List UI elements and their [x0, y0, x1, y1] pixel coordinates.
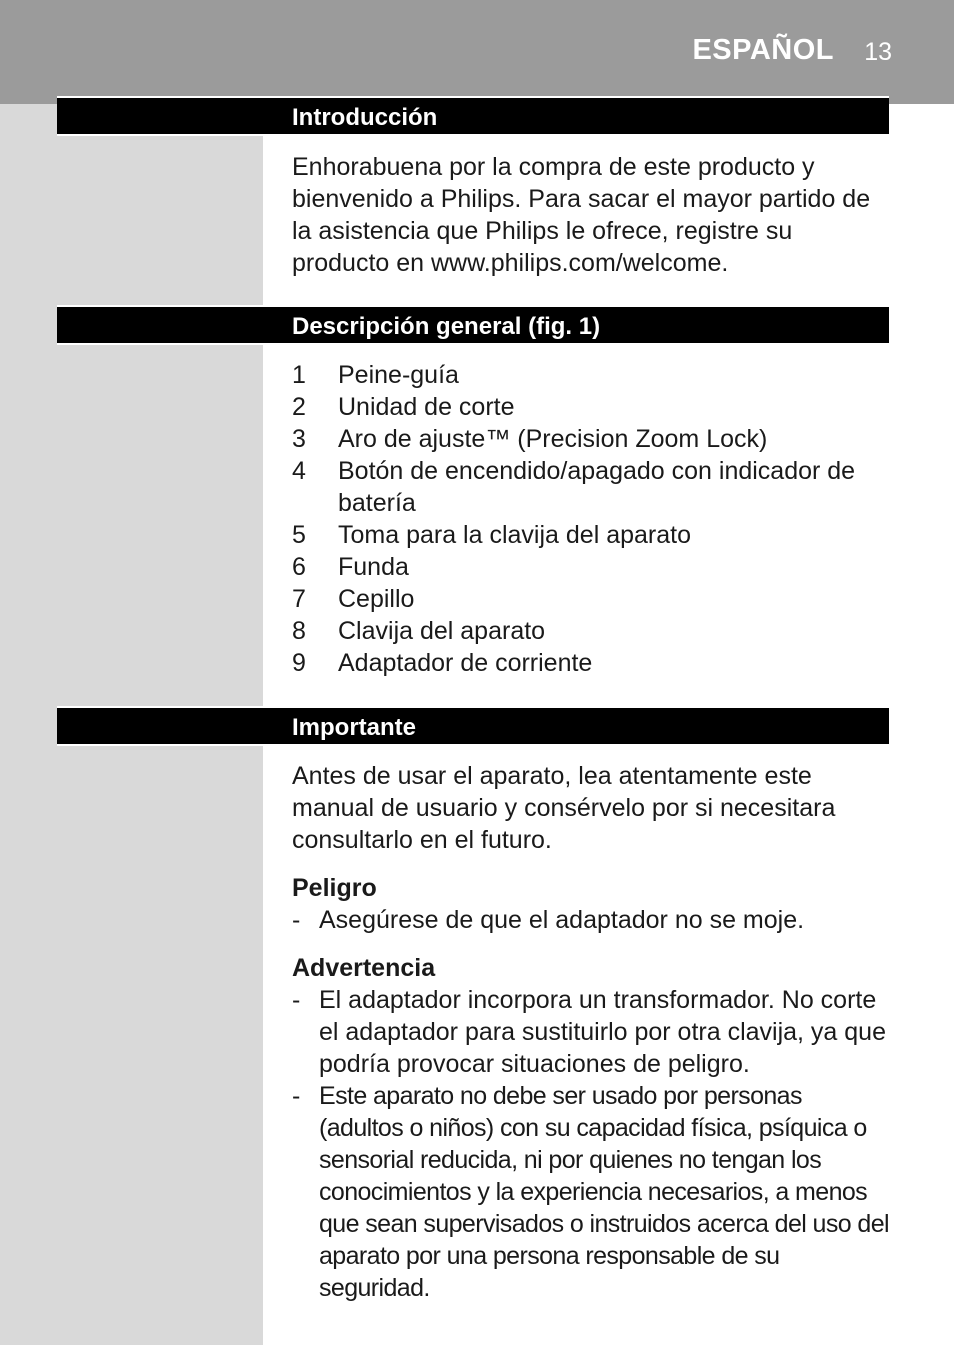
list-item: - El adaptador incorpora un transformador. No corte el adaptador para sustituirlo por otra clavija, ya que podría provocar situaciones de peligro.: [292, 984, 892, 1080]
item-text: Asegúrese de que el adaptador no se moje.: [319, 906, 805, 934]
list-item: [292, 519, 892, 551]
item-text: Este aparato no debe ser usado por personas (adultos o niños) con su capacidad física, psíquica o sensorial reducida, ni por quienes no tengan los conocimientos y la experiencia necesarios, a menos que sean supervisados o instruidos acerca del uso del aparato por una persona responsable de su seguridad.: [319, 1082, 889, 1302]
section-bar-intro: [57, 96, 889, 136]
item-text: Clavija del aparato: [338, 617, 546, 645]
list-item: [292, 647, 892, 679]
list-item: [292, 359, 892, 391]
item-text: El adaptador incorpora un transformador. No corte el adaptador para sustituirlo por otra clavija, ya que podría provocar situaciones de peligro.: [319, 986, 886, 1078]
intro-paragraph: Enhorabuena por la compra de este producto y bienvenido a Philips. Para sacar el mayor partido de la asistencia que Philips le ofrece, registre su producto en www.philips.com/welcome.: [292, 153, 871, 277]
item-text: Peine-guía: [338, 361, 459, 389]
section-bar-important: [57, 706, 889, 746]
item-number: 9: [292, 649, 306, 677]
section-bar-overview: [57, 305, 889, 345]
item-number: 5: [292, 521, 306, 549]
item-number: 6: [292, 553, 306, 581]
item-text: Adaptador de corriente: [338, 649, 593, 677]
item-number: 2: [292, 393, 306, 421]
item-text: Aro de ajuste™ (Precision Zoom Lock): [338, 425, 768, 453]
item-text: Botón de encendido/apagado con indicador de batería: [338, 457, 856, 517]
list-item: [292, 551, 892, 583]
list-item: [292, 455, 892, 519]
section-title-overview: Descripción general (fig. 1): [292, 313, 601, 340]
parts-list: [292, 359, 892, 679]
item-text: Unidad de corte: [338, 393, 515, 421]
list-item: - Asegúrese de que el adaptador no se moje.: [292, 904, 892, 936]
language-label: ESPAÑOL: [692, 34, 834, 66]
section-title-intro: Introducción: [292, 104, 438, 131]
list-item: [292, 583, 892, 615]
important-paragraph: Antes de usar el aparato, lea atentamente este manual de usuario y consérvelo por si necesitara consultarlo en el futuro.: [292, 762, 836, 854]
item-text: Cepillo: [338, 585, 415, 613]
item-number: 1: [292, 361, 306, 389]
warning-heading: Advertencia: [292, 954, 436, 982]
item-number: 4: [292, 457, 306, 485]
danger-list: [292, 904, 892, 936]
warning-list: [292, 984, 892, 1304]
list-item: - Este aparato no debe ser usado por personas (adultos o niños) con su capacidad física, psíquica o sensorial reducida, ni por quienes no tengan los conocimientos y la experiencia necesarios, a menos que sean supervisados o instruidos acerca del uso del aparato por una persona responsable de su seguridad.: [292, 1080, 892, 1304]
list-item: [292, 391, 892, 423]
item-text: Toma para la clavija del aparato: [338, 521, 691, 549]
section-title-important: Importante: [292, 714, 417, 741]
danger-heading: Peligro: [292, 874, 377, 902]
list-item: [292, 423, 892, 455]
item-text: Funda: [338, 553, 409, 581]
list-item: [292, 615, 892, 647]
item-number: 8: [292, 617, 306, 645]
page-number: 13: [864, 38, 892, 66]
item-number: 3: [292, 425, 306, 453]
item-number: 7: [292, 585, 306, 613]
